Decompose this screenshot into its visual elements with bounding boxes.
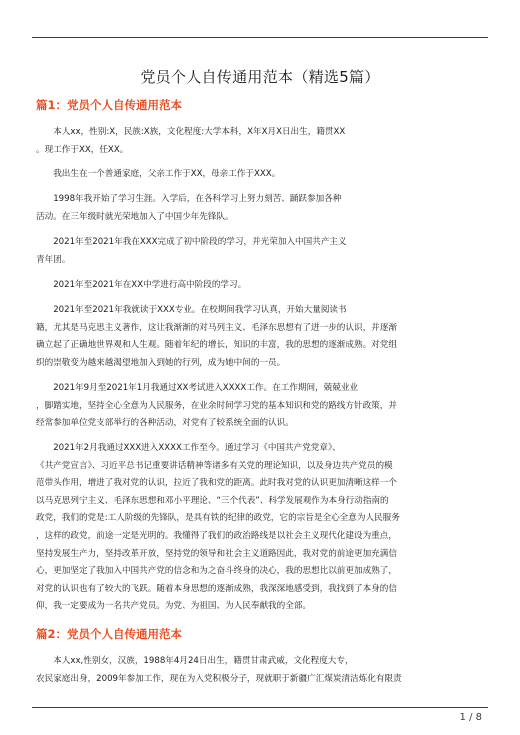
document-title: 党员个人自传通用范本（精选5篇） — [140, 68, 380, 86]
header-rule — [32, 37, 488, 38]
text-line: 以马克思列宁主义、毛泽东思想和邓小平理论、“三个代表”、科学发展观作为本身行动指南的 — [36, 495, 389, 506]
text-line: 《共产党宣言》、习近平总书记重要讲话精神等诸多有关党的理论知识，以及身边共产党员的模 — [36, 460, 393, 471]
text-line: 仰，我一定要成为一名共产党员。为党、为祖国、为人民奉献我的全部。 — [36, 601, 312, 612]
text-line: 本人xx，性别:X，民族:X族，文化程度:大学本科，X年X月X日出生，籍贯XX — [36, 127, 346, 137]
text-line: 心，更加坚定了我加入中国共产党的信念和为之奋斗终身的决心，我的思想比以前更加成熟了， — [36, 566, 397, 577]
text-line: 2021年至2021年我就读于XXX专业。在校期间我学习认真，开始大量阅读书 — [36, 305, 347, 315]
paragraph — [36, 191, 486, 226]
paragraph — [36, 124, 486, 159]
text-line: 籍，尤其是马克思主义著作，这让我渐渐的对马列主义、毛泽东思想有了进一步的认识，并逐渐 — [36, 322, 397, 333]
text-line: 经常参加单位党支部举行的各种活动，对党有了较系统全面的认识。 — [36, 418, 294, 429]
page-number: 1 / 8 — [459, 712, 482, 723]
paragraph — [36, 234, 486, 269]
paragraph — [36, 440, 486, 616]
paragraph — [36, 302, 486, 372]
text-line: ，这样的政党，前途一定是光明的。我懂得了我们的政治路线是以社会主义现代化建设为重点， — [36, 530, 397, 541]
paragraph — [36, 277, 486, 295]
paragraph — [36, 380, 486, 433]
text-line: 2021年至2021年在XX中学进行高中阶段的学习。 — [36, 280, 247, 290]
text-line: 。现工作于XX，任XX。 — [36, 144, 129, 155]
section-heading-2: 篇2：党员个人自传通用范本 — [36, 627, 183, 641]
paragraph — [36, 166, 486, 184]
text-line: 2021年2月我通过XXX进入XXXX工作至今。通过学习《中国共产党党章》、 — [36, 443, 341, 453]
text-line: 范带头作用，增进了我对党的认识，拉近了我和党的距离。此时我对党的认识更加清晰这样一个 — [36, 478, 397, 489]
text-line: 1998年我开始了学习生涯。入学后，在各科学习上努力刻苦、踊跃参加各种 — [36, 194, 342, 204]
paragraph — [36, 653, 486, 688]
text-line: 织的崇敬变为越来越渴望地加入到她的行列，成为她中间的一员。 — [36, 357, 286, 368]
text-line: 对党的认识也有了较大的飞跃。随着本身思想的逐渐成熟，我深深地感受到，我找到了本身的信 — [36, 583, 397, 594]
text-line: 政党，我们的党是:工人阶级的先锋队，是具有铁的纪律的政党，它的宗旨是全心全意为人民服务 — [36, 513, 400, 524]
text-line: 活动。在三年级时就光荣地加入了中国少年先锋队。 — [36, 211, 234, 222]
text-line: 确立起了正确地世界观和人生观。随着年纪的增长，知识的丰富，我的思想的逐渐成熟。对党组 — [36, 340, 397, 351]
text-line: 本人xx,性别女，汉族，1988年4月24日出生，籍贯甘肃武威，文化程度大专， — [36, 656, 354, 666]
footer-rule — [32, 707, 488, 708]
text-line: 2021年9月至2021年1月我通过XX考试进入XXXX工作。在工作期间，兢兢业业 — [36, 383, 359, 393]
text-line: 青年团。 — [36, 254, 71, 265]
text-line: 农民家庭出身，2009年参加工作，现在为入党积极分子，现就职于新疆广汇煤炭清洁炼化有限责 — [36, 673, 402, 684]
text-line: ，脚踏实地，坚持全心全意为人民服务，在业余时间学习党的基本知识和党的路线方针政策，并 — [36, 400, 397, 411]
text-line: 我出生在一个普通家庭，父亲工作于XX，母亲工作于XXX。 — [36, 169, 281, 179]
text-line: 坚持发展生产力，坚持改革开放，坚持党的领导和社会主义道路因此，我对党的前途更加充满信 — [36, 548, 397, 559]
text-line: 2021年至2021年我在XXX完成了初中阶段的学习，并光荣加入中国共产主义 — [36, 237, 347, 247]
section-heading-1: 篇1：党员个人自传通用范本 — [36, 98, 183, 112]
